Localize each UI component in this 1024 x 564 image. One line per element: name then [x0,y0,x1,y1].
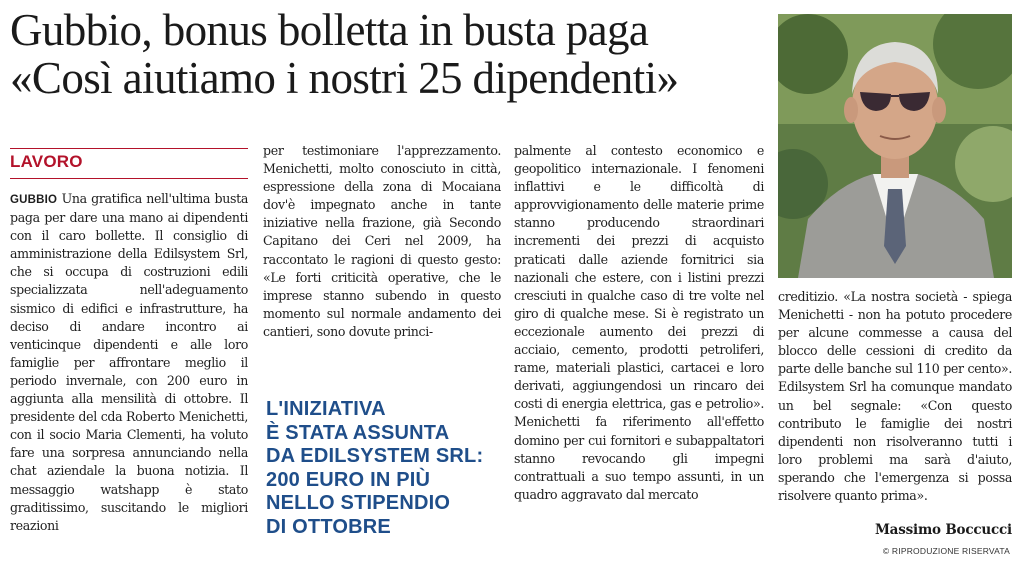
column-2-text: per testimoniare l'apprezzamento. Menichetti, molto conosciuto in città, espressione della zona di Mocaiana dov'è impegnato anche in tante iniziative nella frazione, già Secondo Capitano dei Ceri nel 2009, ha raccontato le ragioni di questo gesto: «Le forti criticità operative, che le imprese stanno subendo in questo momento sul normale andamento dei cantieri, sono dovute princi- [263,143,501,339]
section-rule-bottom [10,178,248,179]
pull-quote-line: 200 EURO IN PIÙ [266,468,431,491]
article-column-1 [10,190,248,560]
headline-line-2: «Così aiutiamo i nostri 25 dipendenti» [10,53,679,103]
article-column-3 [514,142,764,562]
pull-quote-line: DA EDILSYSTEM SRL: [266,445,484,468]
column-3-text: palmente al contesto economico e geopolitico internazionale. I fenomeni inflattivi e le difficoltà di approvvigionamento delle materie prime stanno producendo straordinari incrementi dei prezzi di acquisto praticati dalle aziende fornitrici sia nazionali che estere, con i listini prezzi cresciuti in qualche caso di tre volte nel giro di qualche mese. Si è registrato un eccezionale aumento dei prezzi di acciaio, cemento, prodotti petroliferi, rame, materiali plastici, cartacei e loro derivati, aggiungendosi un rincaro dei costi di energia elettrica, gas e petrolio». Menichetti fa riferimento all'effetto domino per cui fornitori e subappaltatori stanno revocando gli impegni contrattuali a suo tempo assunti, in un quadro aggravato dal mercato [514,143,764,502]
byline: Massimo Boccucci [874,522,1012,538]
pull-quote-line: DI OTTOBRE [266,515,391,538]
column-1-text: Una gratifica nell'ultima busta paga per dare una mano ai dipendenti con il caro bollette. Il consiglio di amministrazione della Edilsystem Srl, che si occupa di costruzioni edili specializzata nell'adeguamento sismico di edifici e infrastrutture, ha deciso di andare incontro ai venticinque dipendenti e alle loro famiglie per affrontare meglio il periodo invernale, con 200 euro in aggiunta alla mensilità di ottobre. Il presidente del cda Roberto Menichetti, con il socio Maria Clementi, ha voluto fare una sorpresa annunciando nella chat aziendale la buona notizia. Il messaggio watshapp è stato graditissimo, suscitando le migliori reazioni [10,191,248,533]
pull-quote [266,398,498,540]
pull-quote-line: NELLO STIPENDIO [266,492,451,515]
headline-line-1: Gubbio, bonus bolletta in busta paga [10,5,649,55]
article-column-2 [263,142,501,362]
pull-quote-line: L'INIZIATIVA [266,398,386,420]
dateline: GUBBIO [10,194,58,206]
section-tag: LAVORO [10,152,83,171]
headline [10,6,770,102]
section-rule-top [10,148,248,149]
portrait-photo [778,14,1012,278]
article-column-4 [778,288,1012,528]
pull-quote-line: È STATA ASSUNTA [266,421,450,444]
column-4-text: creditizio. «La nostra società - spiega Menichetti - non ha potuto procedere per alcune commesse a causa del blocco delle cessioni di credito da parte delle banche sul 110 per cento». Edilsystem Srl ha comunque mandato un bel segnale: «Con questo contributo le famiglie dei nostri dipendenti non risolveranno tutti i loro problemi ma sarà d'aiuto, sperando che l'emergenza si possa risolvere quanto prima». [778,289,1012,504]
copyright-notice: © RIPRODUZIONE RISERVATA [882,546,1010,556]
